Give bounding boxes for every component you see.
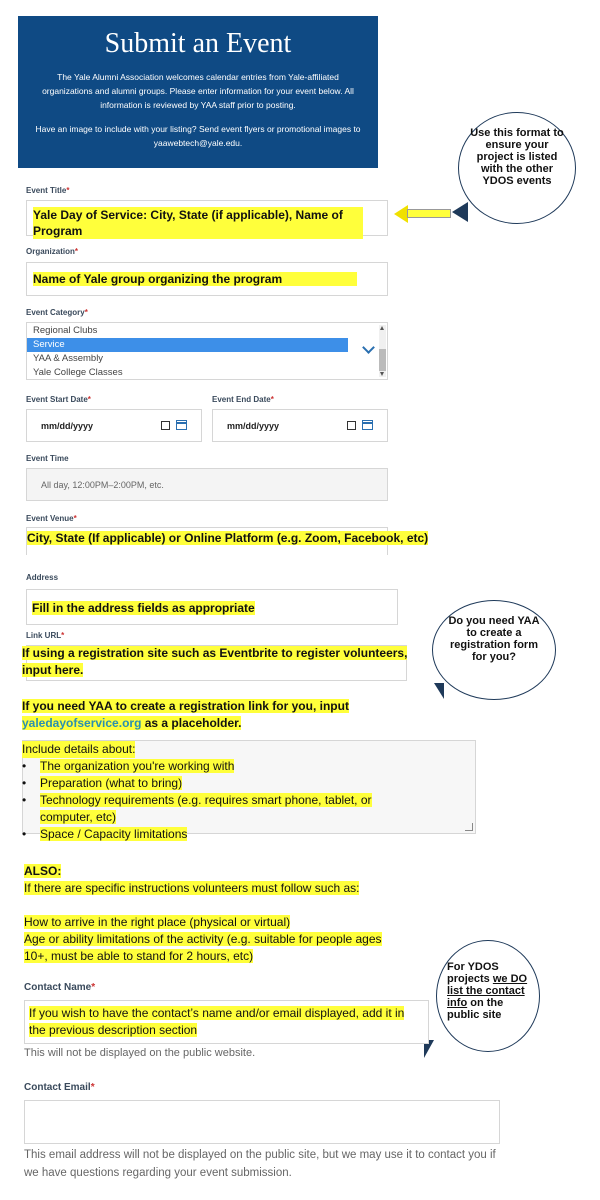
- event-venue-value: City, State (If applicable) or Online Platform (e.g. Zoom, Facebook, etc): [27, 531, 429, 545]
- start-date-input[interactable]: mm/dd/yyyy: [26, 409, 202, 442]
- organization-input[interactable]: Name of Yale group organizing the program: [26, 262, 388, 296]
- format-callout: Use this format to ensure your project is listed with the other YDOS events: [458, 112, 576, 224]
- calendar-icon[interactable]: [176, 420, 187, 430]
- calendar-icon[interactable]: [362, 420, 373, 430]
- contact-email-label: Contact Email*: [24, 1082, 95, 1093]
- event-category-label: Event Category*: [26, 308, 88, 317]
- contact-email-note: This email address will not be displayed on the public site, but we may use it to contact you if we have questions regarding your event submission.: [24, 1149, 496, 1179]
- chevron-down-icon[interactable]: [362, 341, 375, 354]
- end-date-input[interactable]: mm/dd/yyyy: [212, 409, 388, 442]
- event-venue-label: Event Venue*: [26, 514, 77, 523]
- callout-tail: [452, 202, 468, 222]
- arrow-left-icon: [394, 205, 408, 223]
- callout-tail: [434, 683, 444, 699]
- arrow-shaft: [407, 209, 451, 218]
- contact-name-label: Contact Name*: [24, 982, 96, 993]
- category-option[interactable]: Yale College Classes: [33, 367, 123, 378]
- category-option-selected[interactable]: Service: [27, 338, 348, 352]
- end-date-label: Event End Date*: [212, 395, 274, 404]
- yaa-registration-note: If you need YAA to create a registration link for you, input yaledayofservice.org as a placeholder.: [22, 699, 349, 730]
- scroll-up-icon[interactable]: [380, 326, 384, 330]
- calendar-toggle-icon[interactable]: [347, 421, 356, 430]
- description-content: Include details about: • The organization you're working with • Preparation (what to bring) • Technology requirements (e.g. requires smart phone, tablet, or computer, etc) • Space / Capacity limitations: [22, 741, 422, 843]
- address-label: Address: [26, 573, 59, 582]
- contact-name-input[interactable]: If you wish to have the contact’s name and/or email displayed, add it in the previous description section: [24, 1000, 429, 1044]
- event-title-input[interactable]: Yale Day of Service: City, State (if applicable), Name of Program: [26, 200, 388, 236]
- organization-label: Organization*: [26, 247, 79, 256]
- registration-callout: Do you need YAA to create a registration form for you?: [432, 600, 556, 700]
- scroll-down-icon[interactable]: [380, 372, 384, 376]
- address-input[interactable]: Fill in the address fields as appropriate: [26, 589, 398, 625]
- contact-name-note: This will not be displayed on the public website.: [24, 1047, 256, 1059]
- page-title: Submit an Event: [104, 28, 292, 59]
- header-banner: [18, 16, 378, 168]
- contact-info-callout: For YDOS projects we DO list the contact info on the public site: [436, 940, 540, 1052]
- resize-handle-icon[interactable]: [465, 823, 473, 831]
- event-title-label: Event Title*: [26, 186, 70, 195]
- event-time-input[interactable]: All day, 12:00PM–2:00PM, etc.: [26, 468, 388, 501]
- scroll-thumb[interactable]: [379, 349, 386, 371]
- also-section: ALSO: If there are specific instructions volunteers must follow such as: How to arrive in the right place (physical or virtual) Age or ability limitations of the activity (e.g. suitable for people ages 10+, must be able to stand for 2 hours, etc): [24, 864, 382, 963]
- intro-text: The Yale Alumni Association welcomes calendar entries from Yale-affiliated organizations and alumni groups. Please enter information for your event below. All information is reviewed by YAA staff prior to posting.: [42, 72, 354, 110]
- contact-email-input[interactable]: [24, 1100, 500, 1144]
- category-option[interactable]: YAA & Assembly: [33, 353, 104, 364]
- link-url-label: Link URL*: [26, 631, 65, 640]
- start-date-label: Event Start Date*: [26, 395, 91, 404]
- placeholder-link[interactable]: yaledayofservice.org: [22, 716, 142, 730]
- scrollbar[interactable]: [379, 325, 386, 377]
- link-url-instruction: If using a registration site such as Eventbrite to register volunteers, input here.: [22, 646, 408, 677]
- event-time-label: Event Time: [26, 454, 69, 463]
- event-category-list[interactable]: [26, 322, 388, 380]
- image-note: Have an image to include with your listing? Send event flyers or promotional images to yaawebtech@yale.edu.: [35, 124, 361, 148]
- calendar-toggle-icon[interactable]: [161, 421, 170, 430]
- category-option[interactable]: Regional Clubs: [33, 325, 98, 336]
